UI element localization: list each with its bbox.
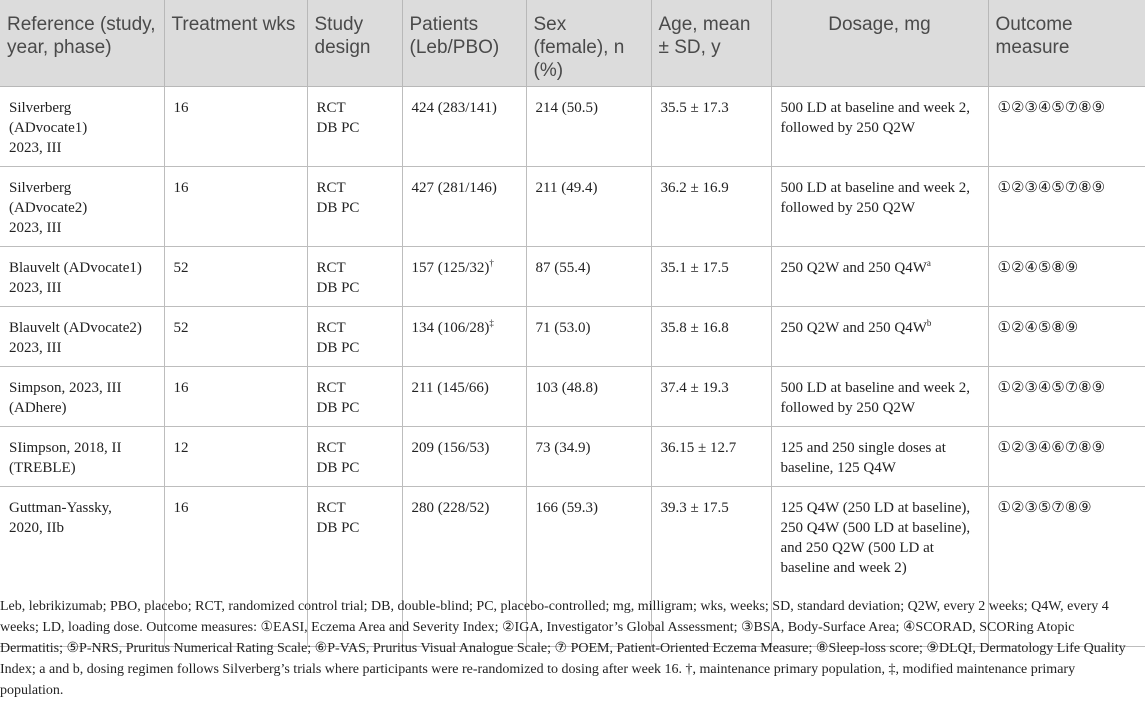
cell-line: 125 and 250 single doses at: [780, 440, 946, 456]
cell-dosage: [771, 247, 988, 307]
cell-line: RCT: [316, 500, 346, 516]
table-row: [0, 247, 1145, 307]
cell-line: Blauvelt (ADvocate1): [9, 260, 142, 276]
patients-value: 157 (125/32): [411, 260, 490, 276]
cell-line: RCT: [316, 320, 346, 336]
cell-line: Simpson, 2023, III: [9, 380, 122, 396]
cell-sex: 211 (49.4): [526, 167, 651, 247]
cell-line: 2023, III: [9, 140, 62, 156]
cell-reference: [0, 427, 164, 487]
cell-line: RCT: [316, 440, 346, 456]
cell-line: (ADvocate2): [9, 200, 88, 216]
cell-line: 500 LD at baseline and week 2,: [780, 100, 971, 116]
cell-study-design: [307, 367, 402, 427]
cell-outcome: ①②③④⑤⑦⑧⑨: [988, 367, 1145, 427]
cell-age: 37.4 ± 19.3: [651, 367, 771, 427]
cell-line: (ADhere): [9, 400, 67, 416]
cell-outcome: ①②④⑤⑧⑨: [988, 307, 1145, 367]
cell-study-design: [307, 247, 402, 307]
cell-outcome: ①②③④⑤⑦⑧⑨: [988, 167, 1145, 247]
header-age: Age, mean ± SD, y: [651, 0, 771, 87]
cell-line: 500 LD at baseline and week 2,: [780, 180, 971, 196]
cell-line: 500 LD at baseline and week 2,: [780, 380, 971, 396]
cell-dosage: [771, 167, 988, 247]
cell-line: Guttman-Yassky,: [9, 500, 112, 516]
patients-value: 211 (145/66): [411, 380, 489, 396]
cell-reference: [0, 247, 164, 307]
superscript-mark: †: [489, 258, 494, 268]
cell-reference: [0, 307, 164, 367]
table-row: [0, 87, 1145, 167]
header-outcome: Outcome measure: [988, 0, 1145, 87]
cell-line: 2023, III: [9, 220, 62, 236]
cell-line: DB PC: [316, 280, 360, 296]
cell-line: 125 Q4W (250 LD at baseline),: [780, 500, 971, 516]
cell-treatment-wks: 16: [164, 367, 307, 427]
cell-patients: [402, 247, 526, 307]
cell-age: 35.5 ± 17.3: [651, 87, 771, 167]
cell-patients: [402, 427, 526, 487]
cell-treatment-wks: 16: [164, 487, 307, 647]
cell-patients: [402, 367, 526, 427]
cell-age: 39.3 ± 17.5: [651, 487, 771, 647]
header-sex: Sex (female), n (%): [526, 0, 651, 87]
cell-line: SIimpson, 2018, II: [9, 440, 122, 456]
cell-line: RCT: [316, 100, 346, 116]
table-row: [0, 307, 1145, 367]
cell-reference: [0, 367, 164, 427]
cell-treatment-wks: 16: [164, 167, 307, 247]
cell-line: baseline and week 2): [780, 560, 907, 576]
cell-dosage: [771, 307, 988, 367]
cell-line: Silverberg: [9, 180, 72, 196]
cell-line: followed by 250 Q2W: [780, 400, 916, 416]
header-row: [0, 0, 1145, 87]
cell-line: 2023, III: [9, 340, 62, 356]
cell-outcome: ①②③⑤⑦⑧⑨: [988, 487, 1145, 647]
cell-patients: [402, 87, 526, 167]
cell-outcome: ①②④⑤⑧⑨: [988, 247, 1145, 307]
cell-reference: [0, 87, 164, 167]
cell-line: followed by 250 Q2W: [780, 120, 916, 136]
cell-line: RCT: [316, 260, 346, 276]
cell-treatment-wks: 52: [164, 247, 307, 307]
cell-sex: 73 (34.9): [526, 427, 651, 487]
cell-line: 2023, III: [9, 280, 62, 296]
cell-dosage: [771, 427, 988, 487]
cell-line: 2020, IIb: [9, 520, 64, 536]
cell-line: baseline, 125 Q4W: [780, 460, 896, 476]
cell-age: 35.8 ± 16.8: [651, 307, 771, 367]
cell-treatment-wks: 16: [164, 87, 307, 167]
cell-treatment-wks: 52: [164, 307, 307, 367]
cell-sex: 87 (55.4): [526, 247, 651, 307]
cell-line: 250 Q2W and 250 Q4W: [780, 320, 927, 336]
cell-line: DB PC: [316, 460, 360, 476]
patients-value: 209 (156/53): [411, 440, 490, 456]
patients-value: 427 (281/146): [411, 180, 497, 196]
header-dosage: Dosage, mg: [771, 0, 988, 87]
superscript-mark: b: [926, 318, 932, 328]
cell-age: 35.1 ± 17.5: [651, 247, 771, 307]
cell-outcome: ①②③④⑤⑦⑧⑨: [988, 87, 1145, 167]
cell-line: RCT: [316, 380, 346, 396]
cell-study-design: [307, 427, 402, 487]
cell-patients: [402, 307, 526, 367]
cell-line: DB PC: [316, 120, 360, 136]
cell-line: and 250 Q2W (500 LD at: [780, 540, 934, 556]
cell-study-design: [307, 87, 402, 167]
cell-line: DB PC: [316, 400, 360, 416]
cell-age: 36.15 ± 12.7: [651, 427, 771, 487]
cell-line: DB PC: [316, 200, 360, 216]
header-study-design: Study design: [307, 0, 402, 87]
table-row: [0, 167, 1145, 247]
cell-outcome: ①②③④⑥⑦⑧⑨: [988, 427, 1145, 487]
cell-sex: 103 (48.8): [526, 367, 651, 427]
cell-line: RCT: [316, 180, 346, 196]
cell-line: (ADvocate1): [9, 120, 88, 136]
superscript-mark: ‡: [489, 318, 494, 328]
patients-value: 134 (106/28): [411, 320, 490, 336]
header-treatment-wks: Treatment wks: [164, 0, 307, 87]
cell-treatment-wks: 12: [164, 427, 307, 487]
table-row: [0, 367, 1145, 427]
cell-study-design: [307, 167, 402, 247]
patients-value: 280 (228/52): [411, 500, 490, 516]
header-reference: Reference (study, year, phase): [0, 0, 164, 87]
cell-line: DB PC: [316, 340, 360, 356]
superscript-mark: a: [926, 258, 931, 268]
cell-sex: 214 (50.5): [526, 87, 651, 167]
cell-dosage: [771, 367, 988, 427]
cell-line: followed by 250 Q2W: [780, 200, 916, 216]
cell-line: (TREBLE): [9, 460, 76, 476]
cell-line: 250 Q4W (500 LD at baseline),: [780, 520, 971, 536]
cell-line: Silverberg: [9, 100, 72, 116]
cell-sex: 166 (59.3): [526, 487, 651, 647]
cell-dosage: [771, 87, 988, 167]
table-row: [0, 427, 1145, 487]
cell-line: Blauvelt (ADvocate2): [9, 320, 142, 336]
cell-patients: [402, 167, 526, 247]
table-footnote: Leb, lebrikizumab; PBO, placebo; RCT, randomized control trial; DB, double-blind; PC, placebo-controlled; mg, milligram; wks, weeks; SD, standard deviation; Q2W, every 2 weeks; Q4W, every 4 weeks; LD, loading dose. Outcome measures: ①EASI, Eczema Area and Severity Index; ②IGA, Investigator’s Global Assessment; ③BSA, Body-Surface Area; ④SCORAD, SCORing Atopic Dermatitis; ⑤P-NRS, Pruritus Numerical Rating Scale; ⑥P-VAS, Pruritus Visual Analogue Scale; ⑦ POEM, Patient-Oriented Eczema Measure; ⑧Sleep-loss score; ⑨DLQI, Dermatology Life Quality Index; a and b, dosing regimen follows Silverberg’s trials where participants were re-randomized to dosing after week 16. †, maintenance primary population, ‡, modified maintenance primary population.: [0, 599, 1126, 698]
cell-line: 250 Q2W and 250 Q4W: [780, 260, 927, 276]
cell-age: 36.2 ± 16.9: [651, 167, 771, 247]
header-patients: Patients (Leb/PBO): [402, 0, 526, 87]
patients-value: 424 (283/141): [411, 100, 497, 116]
cell-reference: [0, 167, 164, 247]
cell-sex: 71 (53.0): [526, 307, 651, 367]
cell-line: DB PC: [316, 520, 360, 536]
cell-study-design: [307, 307, 402, 367]
